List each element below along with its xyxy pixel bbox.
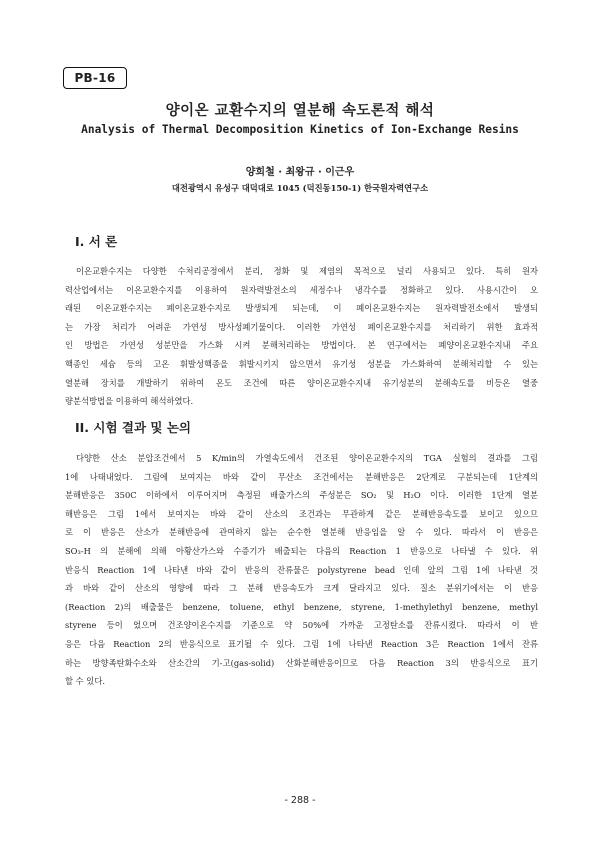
section-heading-results: II. 시험 결과 및 논의 [75,420,191,435]
paragraph-line: 과 바와 같이 산소의 영향에 따라 그 분해 반응속도가 크게 달라지고 있다. 질소 분위기에서는 이 반응 [65,583,538,594]
page-number: - 288 - [284,795,316,806]
paragraph-line: 는 가장 처리가 어려운 가연성 방사성폐기물이다. 이러한 가연성 폐이온교환수지를 처리하기 위한 효과적 [65,321,538,332]
paragraph-line: 이온교환수지는 다양한 수처리공정에서 분리, 정화 및 제염의 목적으로 널리 사용되고 있다. 특히 원자 [76,266,538,276]
section-body-introduction [65,262,538,411]
paragraph-line: 핵종인 세슘 등의 고온 휘발성핵종을 휘발시키지 않으면서 유기성 성분을 가스화하여 분해처리할 수 있는 [65,358,538,369]
author-list: 양희철 · 최왕규 · 이근우 [245,167,355,178]
paragraph-line: 래된 이온교환수지는 폐이온교환수지로 발생되게 되는데, 이 폐이온교환수지는 원자력발전소에서 발생되 [65,303,538,314]
paragraph-line: 반응식 Reaction 1에 나타낸 바와 같이 반응의 잔류물은 polystyrene bead 인데 앞의 그림 1에 나타낸 것 [65,564,538,575]
paragraph-line: 할 수 있다. [65,676,105,687]
paragraph-line: 인 방법은 가연성 성분만을 가스화 시켜 분해처리하는 방법이다. 본 연구에서는 폐양이온교환수지내 주요 [65,340,538,351]
title-korean: 양이온 교환수지의 열분해 속도론적 해석 [165,103,435,119]
paragraph-line: 열분해 장치를 개발하기 위하여 온도 조건에 따른 양이온교환수지내 유기성분의 분해속도를 비등온 열중 [65,377,538,388]
paragraph-line: 1에 나태내었다. 그림에 보여지는 바와 같이 무산소 조건에서는 분해반응은 2단계로 구분되는데 1단계의 [65,471,538,482]
paragraph-line: 응은 다음 Reaction 2의 반응식으로 표기될 수 있다. 그림 1에 나타낸 Reaction 3은 Reaction 1에서 잔류 [65,638,538,649]
paragraph-line: 량분석방법을 이용하여 해석하였다. [65,396,194,407]
section-heading-introduction: I. 서 론 [75,234,118,249]
paragraph-line: 력산업에서는 이온교환수지를 이용하여 원자력발전소의 세정수나 냉각수를 정화하고 있다. 사용시간이 오 [65,284,538,295]
paragraph-line: styrene 등이 었으며 건조양이온수지를 기준으로 약 50%에 가까운 고정탄소를 잔류시켰다. 따라서 이 반 [65,620,538,631]
paragraph-line: SO₃-H 의 분해에 의해 아황산가스와 수증기가 배출되는 다음의 Reaction 1 반응으로 나타낼 수 있다. 위 [65,545,538,556]
affiliation: 대전광역시 유성구 대덕대로 1045 (덕진동150-1) 한국원자력연구소 [171,183,429,193]
paragraph-line: 하는 방향족탄화수소와 산소간의 기-고(gas-solid) 산화분해반응이므로 다음 Reaction 3의 반응식으로 표기 [65,657,538,668]
title-english: Analysis of Thermal Decomposition Kinetics of Ion-Exchange Resins [81,123,519,136]
paragraph-line: 분해반응은 350C 이하에서 이루어지며 측정된 배출가스의 주성분은 SO₂ 및 H₂O 이다. 이러한 1단계 열분 [65,490,538,501]
paragraph-line: 다양한 산소 분압조건에서 5 K/min의 가열속도에서 건조된 양이온교환수지의 TGA 실험의 결과를 그림 [76,453,538,463]
paragraph-line: (Reaction 2)의 배출물은 benzene, toluene, ethyl benzene, styrene, 1-methylethyl benzene, methyl [65,601,538,612]
paragraph-line: 해반응은 그림 1에서 보여지는 바와 같이 산소의 조건과는 무관하게 같은 분해반응속도를 보이고 있으므 [65,508,538,519]
section-body-results [65,449,538,691]
paper-id-badge: PB-16 [63,67,127,89]
paragraph-line: 로 이 반응은 산소가 분해반응에 관여하지 않는 순수한 열분해 반응임을 알 수 있다. 따라서 이 반응은 [65,527,538,538]
